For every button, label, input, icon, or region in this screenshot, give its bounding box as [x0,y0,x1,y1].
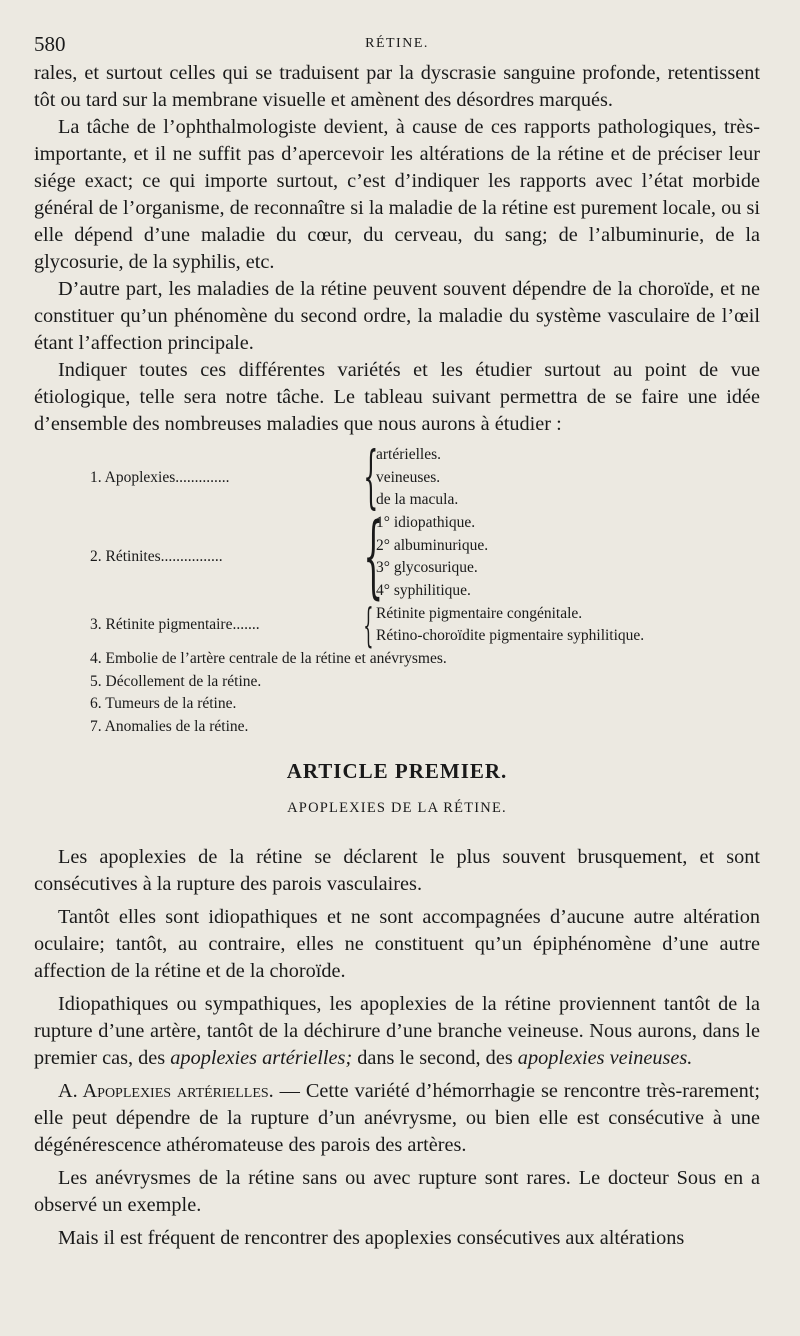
sub-list [374,444,458,512]
table-row [90,504,760,609]
leader-dots: ................ [160,547,223,565]
paragraph: A. Apoplexies artérielles. — Cette variété d’hémorrhagie se rencontre très-rarement; elle peut dépendre de la rupture d’un anévrysme, ou bien elle est consécutive à une dégénérescence athéromateuse des parois des artères. [34,1080,760,1156]
paragraph: Tantôt elles sont idiopathiques et ne sont accompagnées d’aucune autre altération oculaire; tantôt, au contraire, elles ne constituent qu’un épiphénomène d’une autre affection de la rétine et de la choroïde. [34,906,760,982]
sub-list [374,512,488,602]
paragraph-heading: A. Apoplexies artérielles. [58,1080,274,1102]
table-row [90,598,760,652]
table-item-label: 2. Rétinites [90,547,161,565]
paragraph: Les anévrysmes de la rétine sans ou avec rupture sont rares. Le docteur Sous en a observé un exemple. [34,1167,760,1216]
italic-term: apoplexies artérielles; [170,1047,353,1069]
table-item: 6. Tumeurs de la rétine. [90,695,237,712]
sub-item: de la macula. [376,491,459,509]
sub-item: Rétino-choroïdite pigmentaire syphilitique. [376,627,645,644]
sub-item: 4° syphilitique. [376,581,471,599]
table-item: 4. Embolie de l’artère centrale de la rétine et anévrysmes. [90,650,447,667]
brace-icon: { [363,598,374,652]
sub-item: Rétinite pigmentaire congénitale. [376,604,583,622]
italic-term: apoplexies veineuses. [517,1047,693,1069]
paragraph: Idiopathiques ou sympathiques, les apoplexies de la rétine proviennent tantôt de la rupture d’une artère, tantôt de la déchirure d’une branche veineuse. Nous aurons, dans le premier cas, des apoplexies artérielles; dans le second, des apoplexies veineuses. [34,993,760,1069]
sub-list [374,603,644,648]
paragraph: Indiquer toutes ces différentes variétés et les étudier surtout au point de vue étiologique, telle sera notre tâche. Le tableau suivant permettra de se faire une idée d’ensemble des nombreuses maladies que nous aurons à étudier : [34,359,760,435]
section-title: APOPLEXIES DE LA RÉTINE. [287,800,507,816]
brace-icon: { [363,504,384,609]
paragraph: D’autre part, les maladies de la rétine peuvent souvent dépendre de la choroïde, et ne constituer qu’un phénomène du second ordre, la maladie du système vasculaire de l’œil étant l’affection principale. [34,278,760,354]
paragraph: rales, et surtout celles qui se traduisent par la dyscrasie sanguine profonde, retentissent tôt ou tard sur la membrane visuelle et amènent des désordres marqués. [34,62,760,111]
page-header [34,30,760,60]
running-head: RÉTINE. [365,36,429,51]
page-body [34,60,760,1252]
sub-item: 2° albuminurique. [376,536,489,554]
brace-icon: { [363,438,379,517]
table-item-label: 3. Rétinite pigmentaire [90,615,233,633]
sub-item: 3° glycosurique. [376,559,478,576]
leader-dots: .............. [175,468,230,486]
page-number: 580 [34,32,66,56]
paragraph: La tâche de l’ophthalmologiste devient, à cause de ces rapports pathologiques, très-importante, et il ne suffit pas d’apercevoir les altérations de la rétine et de préciser leur siége exact; ce qui importe surtout, c’est d’indiquer les rapports avec l’état morbide général de l’organisme, de reconnaître si la maladie de la rétine est purement locale, ou si elle dépend d’une maladie du cœur, du cerveau, du sang; de l’albuminurie, de la glycosurie, de la syphilis, etc. [34,116,760,273]
paragraph: Les apoplexies de la rétine se déclarent le plus souvent brusquement, et sont consécutives à la rupture des parois vasculaires. [34,846,760,895]
article-title: ARTICLE PREMIER. [286,759,508,783]
leader-dots: ....... [232,615,260,633]
table-item: 5. Décollement de la rétine. [90,672,262,690]
table-item-label: 1. Apoplexies [90,468,176,486]
table-item: 7. Anomalies de la rétine. [90,717,249,735]
sub-item: 1° idiopathique. [376,514,476,531]
sub-item: artérielles. [376,446,441,464]
table-row [90,438,760,517]
disease-table [90,438,760,738]
paragraph: Mais il est fréquent de rencontrer des apoplexies consécutives aux altérations [58,1227,685,1249]
sub-item: veineuses. [376,468,441,486]
